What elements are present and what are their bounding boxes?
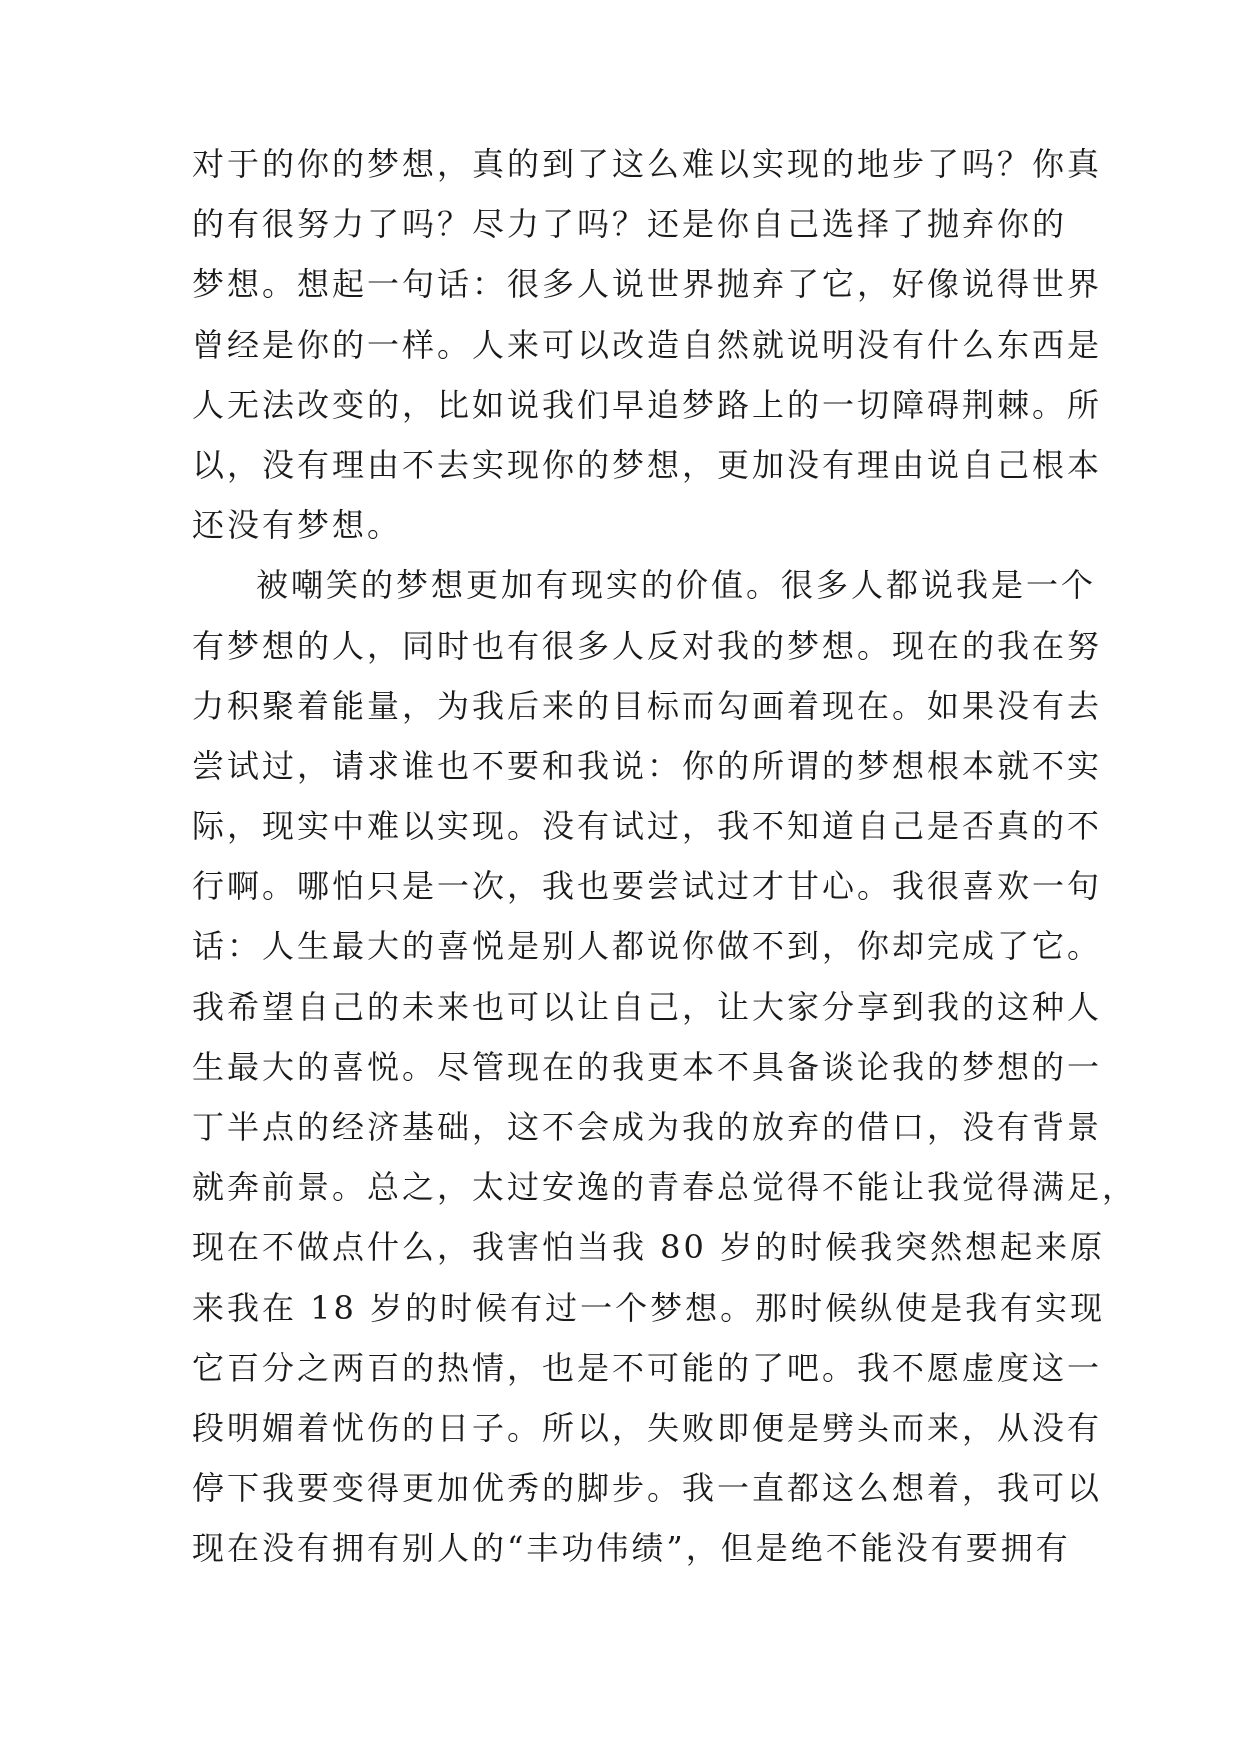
text-line: 段明媚着忧伤的日子。所以，失败即便是劈头而来，从没有 — [192, 1408, 1103, 1447]
text-line-indented: 被嘲笑的梦想更加有现实的价值。很多人都说我是一个 — [256, 566, 1097, 605]
text-line: 尝试过，请求谁也不要和我说：你的所谓的梦想根本就不实 — [192, 746, 1103, 785]
text-line: 现在不做点什么，我害怕当我 80 岁的时候我突然想起来原 — [192, 1228, 1106, 1267]
text-line: 力积聚着能量，为我后来的目标而勾画着现在。如果没有去 — [192, 686, 1103, 725]
text-line: 际，现实中难以实现。没有试过，我不知道自己是否真的不 — [192, 807, 1103, 846]
text-line: 的有很努力了吗？尽力了吗？还是你自己选择了抛弃你的 — [192, 205, 1068, 244]
document-body — [192, 134, 1138, 1579]
text-line: 它百分之两百的热情，也是不可能的了吧。我不愿虚度这一 — [192, 1348, 1103, 1387]
text-line: 我希望自己的未来也可以让自己，让大家分享到我的这种人 — [192, 987, 1103, 1026]
text-line: 以，没有理由不去实现你的梦想，更加没有理由说自己根本 — [192, 445, 1103, 484]
text-line: 停下我要变得更加优秀的脚步。我一直都这么想着，我可以 — [192, 1469, 1103, 1508]
paragraph-2 — [192, 555, 1138, 1578]
text-line: 现在没有拥有别人的“丰功伟绩”，但是绝不能没有要拥有 — [192, 1529, 1071, 1568]
text-line: 曾经是你的一样。人来可以改造自然就说明没有什么东西是 — [192, 325, 1103, 364]
text-line: 梦想。想起一句话：很多人说世界抛弃了它，好像说得世界 — [192, 265, 1103, 304]
text-line: 人无法改变的，比如说我们早追梦路上的一切障碍荆棘。所 — [192, 385, 1103, 424]
text-line: 就奔前景。总之，太过安逸的青春总觉得不能让我觉得满足， — [192, 1168, 1138, 1207]
text-line: 对于的你的梦想，真的到了这么难以实现的地步了吗？你真 — [192, 145, 1103, 183]
text-line: 来我在 18 岁的时候有过一个梦想。那时候纵使是我有实现 — [192, 1288, 1106, 1327]
paragraph-1 — [192, 134, 1103, 555]
text-line: 生最大的喜悦。尽管现在的我更本不具备谈论我的梦想的一 — [192, 1047, 1103, 1086]
text-line: 有梦想的人，同时也有很多人反对我的梦想。现在的我在努 — [192, 626, 1103, 665]
text-line: 话：人生最大的喜悦是别人都说你做不到，你却完成了它。 — [192, 927, 1103, 966]
text-line: 还没有梦想。 — [192, 506, 403, 545]
text-line: 行啊。哪怕只是一次，我也要尝试过才甘心。我很喜欢一句 — [192, 867, 1103, 906]
text-line: 丁半点的经济基础，这不会成为我的放弃的借口，没有背景 — [192, 1108, 1103, 1146]
